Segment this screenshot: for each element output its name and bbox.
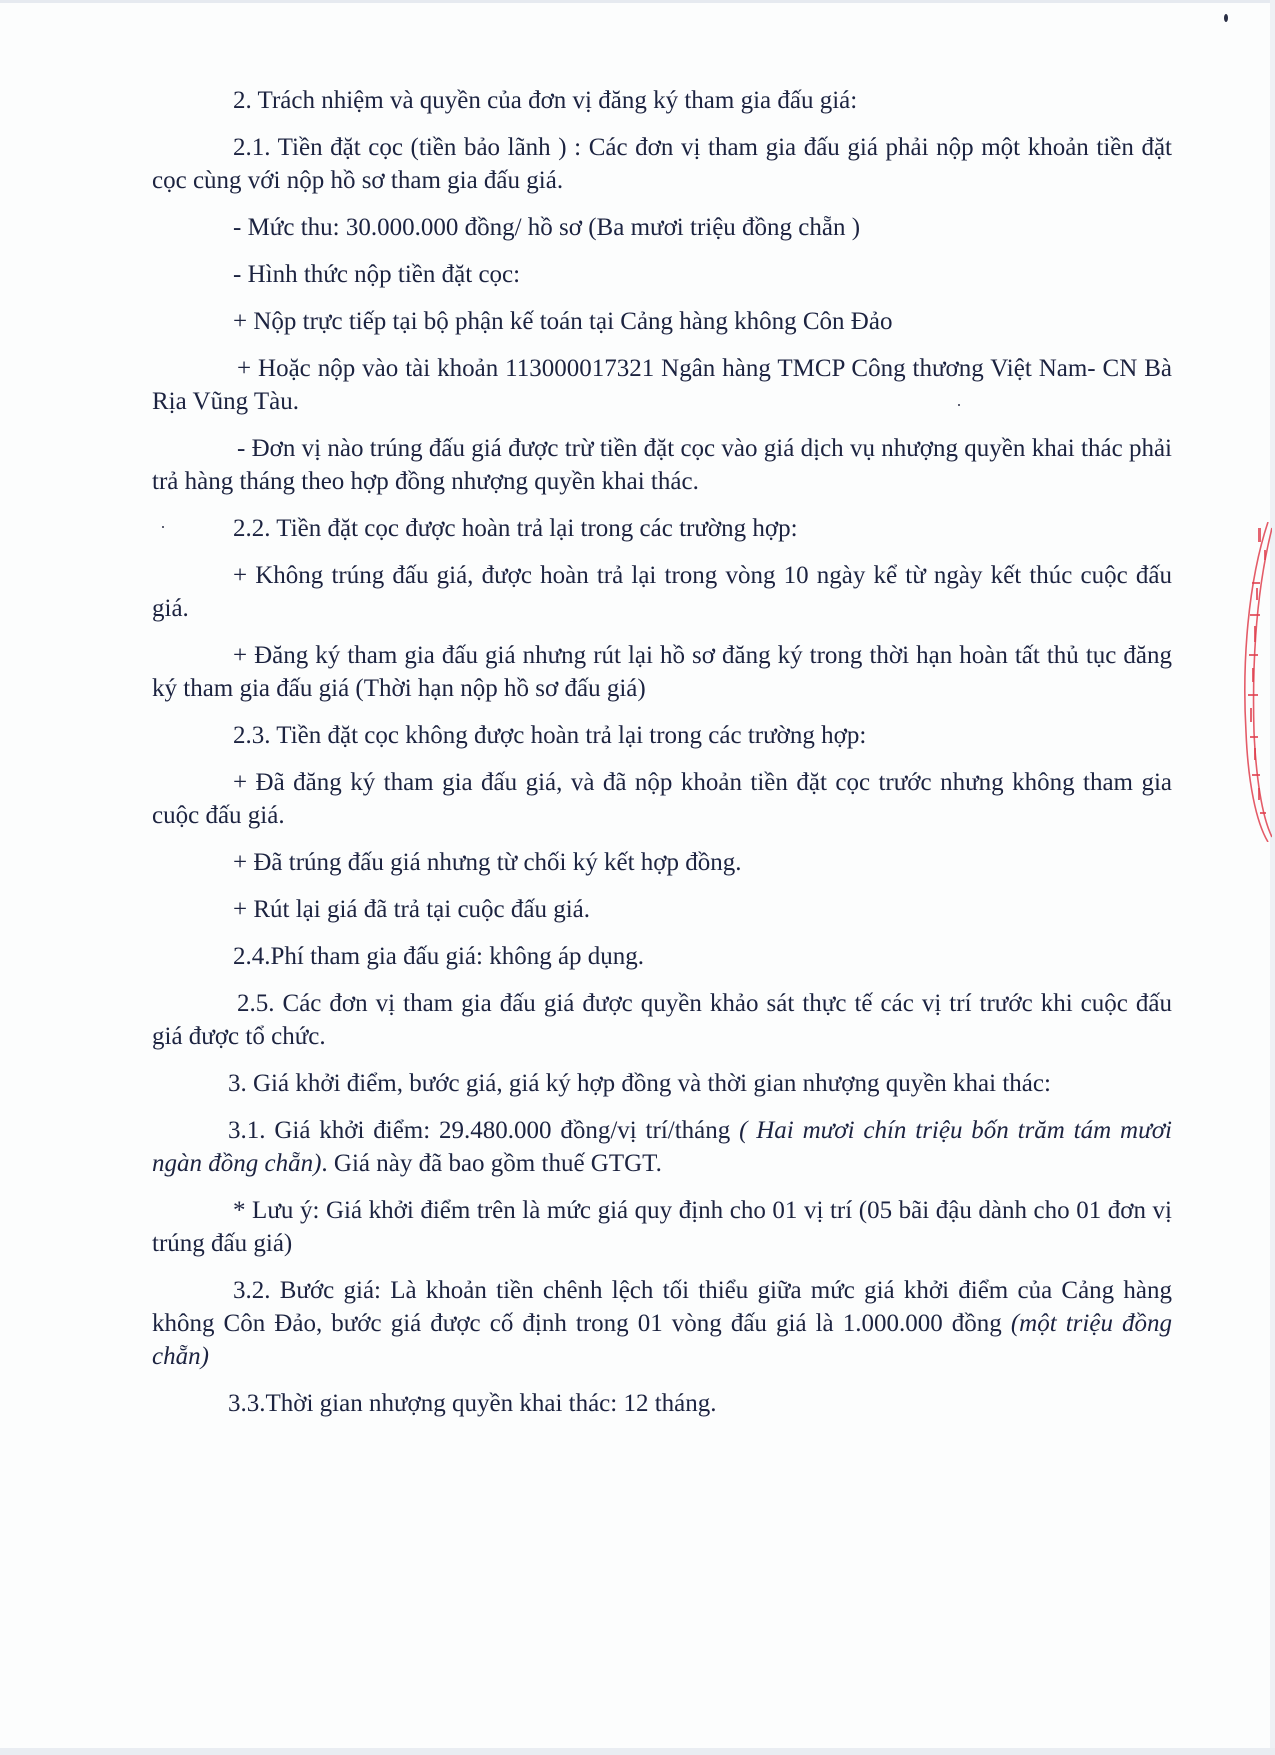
paragraph-2-1: 2.1. Tiền đặt cọc (tiền bảo lãnh ) : Các đơn vị tham gia đấu giá phải nộp một khoản tiền đặt cọc cùng với nộp hồ sơ tham gia đấu giá. <box>152 134 1172 194</box>
deposit-amount: - Mức thu: 30.000.000 đồng/ hồ sơ (Ba mươi triệu đồng chẵn ) <box>233 214 861 241</box>
deposit-method-bank: + Hoặc nộp vào tài khoản 113000017321 Ngân hàng TMCP Công thương Việt Nam- CN Bà Rịa Vũng Tàu. <box>152 355 1172 415</box>
ink-speck <box>1224 14 1228 22</box>
ink-speck <box>958 404 960 406</box>
paragraph-2-3: 2.3. Tiền đặt cọc không được hoàn trả lại trong các trường hợp: <box>233 722 867 749</box>
ink-speck <box>162 526 164 528</box>
bid-step-text: 3.2. Bước giá: Là khoản tiền chênh lệch tối thiểu giữa mức giá khởi điểm của Cảng hàng không Côn Đảo, bước giá được cố định trong 01 vòng đấu giá là 1.000.000 đồng <box>152 1277 1172 1337</box>
refund-case-withdraw: + Đăng ký tham gia đấu giá nhưng rút lại hồ sơ đăng ký trong thời hạn hoàn tất thủ tục đăng ký tham gia đấu giá (Thời hạn nộp hồ sơ đấu giá) <box>152 642 1172 702</box>
starting-price-text: 3.1. Giá khởi điểm: 29.480.000 đồng/vị trí/tháng <box>228 1117 740 1144</box>
paragraph-3-2 <box>152 1274 1172 1373</box>
scan-edge-top <box>0 0 1275 3</box>
paragraph-3-3: 3.3.Thời gian nhượng quyền khai thác: 12 tháng. <box>228 1390 717 1417</box>
section-3-heading: 3. Giá khởi điểm, bước giá, giá ký hợp đồng và thời gian nhượng quyền khai thác: <box>228 1070 1051 1097</box>
deposit-method-label: - Hình thức nộp tiền đặt cọc: <box>233 261 521 288</box>
document-body <box>152 84 1172 1434</box>
paragraph-3-1 <box>152 1114 1172 1180</box>
section-2-heading: 2. Trách nhiệm và quyền của đơn vị đăng ký tham gia đấu giá: <box>233 87 858 114</box>
note-starting-price: * Lưu ý: Giá khởi điểm trên là mức giá quy định cho 01 vị trí (05 bãi đậu dành cho 01 đơn vị trúng đấu giá) <box>152 1197 1172 1257</box>
forfeit-case-retract: + Rút lại giá đã trả tại cuộc đấu giá. <box>233 896 591 923</box>
deposit-deduction: - Đơn vị nào trúng đấu giá được trừ tiền đặt cọc vào giá dịch vụ nhượng quyền khai thác phải trả hàng tháng theo hợp đồng nhượng quyền khai thác. <box>152 435 1172 495</box>
vat-note: . Giá này đã bao gồm thuế GTGT. <box>321 1150 662 1177</box>
deposit-method-direct: + Nộp trực tiếp tại bộ phận kế toán tại Cảng hàng không Côn Đảo <box>233 308 893 335</box>
bid-step-in-words: (một triệu đồng chẵn) <box>152 1310 1173 1370</box>
refund-case-not-win: + Không trúng đấu giá, được hoàn trả lại trong vòng 10 ngày kể từ ngày kết thúc cuộc đấu giá. <box>152 562 1172 622</box>
forfeit-case-refuse: + Đã trúng đấu giá nhưng từ chối ký kết hợp đồng. <box>233 849 742 876</box>
paragraph-2-4: 2.4.Phí tham gia đấu giá: không áp dụng. <box>233 943 645 970</box>
forfeit-case-absent: + Đã đăng ký tham gia đấu giá, và đã nộp khoản tiền đặt cọc trước nhưng không tham gia cuộc đấu giá. <box>152 769 1172 829</box>
paragraph-2-5: 2.5. Các đơn vị tham gia đấu giá được quyền khảo sát thực tế các vị trí trước khi cuộc đấu giá được tổ chức. <box>152 990 1172 1050</box>
paragraph-2-2: 2.2. Tiền đặt cọc được hoàn trả lại trong các trường hợp: <box>233 515 798 542</box>
scan-edge-bottom <box>0 1748 1275 1755</box>
starting-price-in-words: ( Hai mươi chín triệu bốn trăm tám mươi ngàn đồng chẵn) <box>152 1117 1172 1177</box>
red-seal-fragment-icon <box>1228 522 1272 842</box>
scan-edge-right <box>1270 0 1275 1755</box>
